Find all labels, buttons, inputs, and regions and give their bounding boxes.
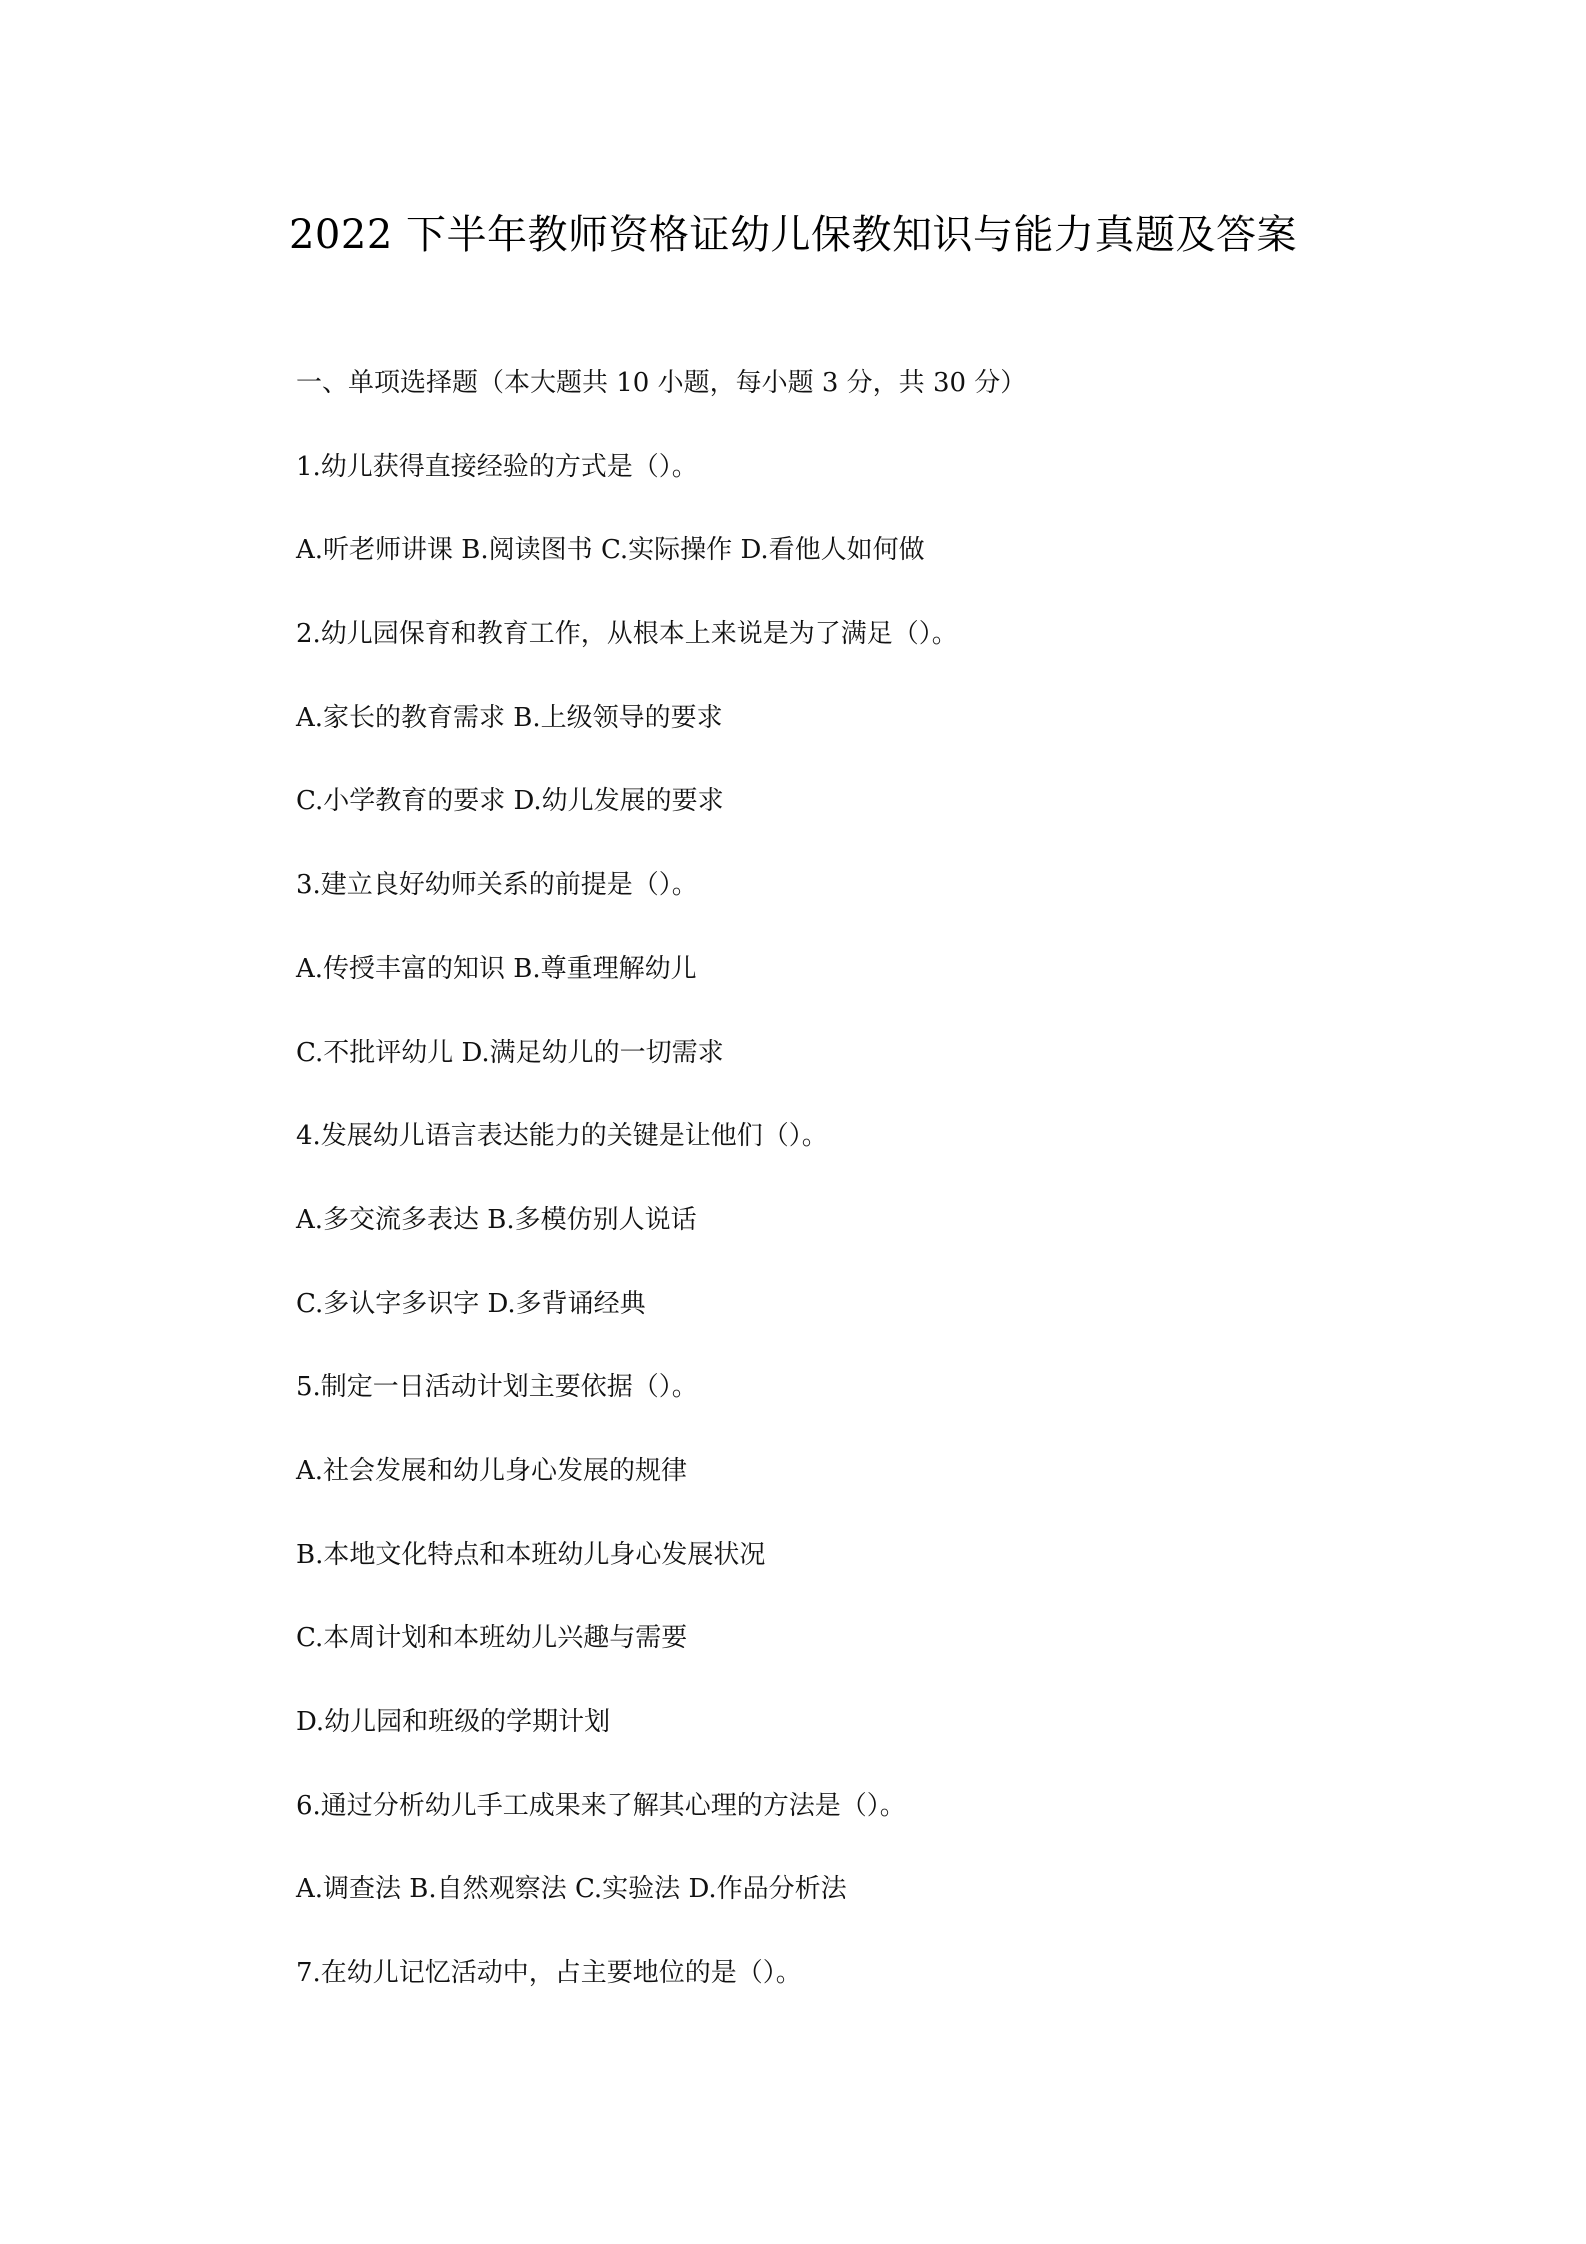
question-3: 3.建立良好幼师关系的前提是（）。 (296, 870, 698, 901)
question-5-option-c: C.本周计划和本班幼儿兴趣与需要 (296, 1623, 688, 1654)
question-1: 1.幼儿获得直接经验的方式是（）。 (296, 451, 698, 482)
question-5-option-b: B.本地文化特点和本班幼儿身心发展状况 (296, 1539, 766, 1570)
question-3-options-ab: A.传授丰富的知识 B.尊重理解幼儿 (296, 953, 697, 984)
question-4-options-cd: C.多认字多识字 D.多背诵经典 (296, 1288, 646, 1319)
question-6-options: A.调查法 B.自然观察法 C.实验法 D.作品分析法 (296, 1874, 847, 1905)
question-6: 6.通过分析幼儿手工成果来了解其心理的方法是（）。 (296, 1790, 906, 1821)
question-2-options-cd: C.小学教育的要求 D.幼儿发展的要求 (296, 786, 724, 817)
page-title: 2022 下半年教师资格证幼儿保教知识与能力真题及答案 (288, 212, 1297, 258)
question-2-options-ab: A.家长的教育需求 B.上级领导的要求 (296, 702, 723, 733)
question-4-options-ab: A.多交流多表达 B.多模仿别人说话 (296, 1204, 697, 1235)
question-4: 4.发展幼儿语言表达能力的关键是让他们（）。 (296, 1121, 828, 1152)
question-7: 7.在幼儿记忆活动中，占主要地位的是（）。 (296, 1958, 802, 1989)
section-heading: 一、单项选择题（本大题共 10 小题，每小题 3 分，共 30 分） (296, 368, 1027, 398)
question-list (296, 363, 1396, 2037)
question-5-option-a: A.社会发展和幼儿身心发展的规律 (296, 1455, 688, 1486)
question-5: 5.制定一日活动计划主要依据（）。 (296, 1372, 698, 1403)
question-1-options: A.听老师讲课 B.阅读图书 C.实际操作 D.看他人如何做 (296, 535, 925, 566)
question-2: 2.幼儿园保育和教育工作，从根本上来说是为了满足（）。 (296, 619, 958, 650)
question-3-options-cd: C.不批评幼儿 D.满足幼儿的一切需求 (296, 1037, 724, 1068)
question-5-option-d: D.幼儿园和班级的学期计划 (296, 1707, 611, 1737)
